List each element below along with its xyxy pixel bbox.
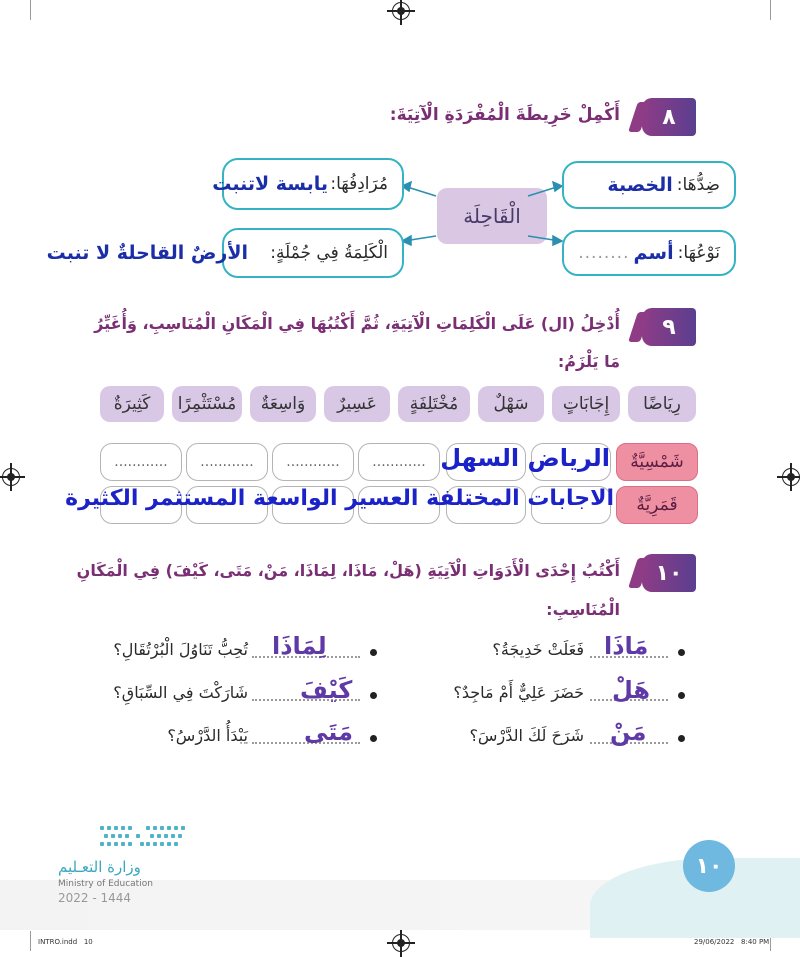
slot-dots: ............ <box>286 454 340 470</box>
word-pill <box>172 386 242 422</box>
type-box[interactable] <box>562 230 736 276</box>
sentence-box[interactable] <box>46 228 404 278</box>
answer-word: مَتَى <box>304 718 353 746</box>
word-text: إِجَابَاتٍ <box>562 394 610 414</box>
slot-dots: ............ <box>200 454 254 470</box>
bullet-icon <box>370 735 377 742</box>
sun-label-text: شَمْسِيَّةٌ <box>630 452 684 472</box>
word-pill <box>324 386 390 422</box>
moon-letters-label <box>616 486 698 524</box>
answer-word: كَيْفَ <box>300 676 353 704</box>
word-text: مُخْتَلِفَةٍ <box>409 394 459 414</box>
slot-dots: ............ <box>372 454 426 470</box>
word-text: كَثِيرَةٌ <box>113 394 151 414</box>
question-sentence: يَبْدَأُ الدَّرْسُ؟ <box>167 726 248 745</box>
question-10-instruction-line2: الْمُنَاسِبِ: <box>546 600 620 619</box>
question-number-10 <box>642 554 696 592</box>
word-text: سَهْلٌ <box>493 394 529 414</box>
answer-slot[interactable] <box>186 443 268 481</box>
edition-year: 2022 - 1444 <box>58 891 132 905</box>
print-date: 29/06/2022 8:40 PM <box>694 938 770 946</box>
moon-label-text: قَمَرِيَّةٌ <box>636 495 678 515</box>
ministry-name-en: Ministry of Education <box>58 879 153 889</box>
answer-word: مَاذَا <box>604 632 649 660</box>
question-sentence: حَضَرَ عَلِيٌّ أَمْ مَاجِدٌ؟ <box>453 683 584 702</box>
registration-mark-icon <box>392 934 410 952</box>
answer-slot[interactable] <box>272 443 354 481</box>
question-sentence: شَرَحَ لَكَ الدَّرْسَ؟ <box>469 726 584 745</box>
answer-word: هَلْ <box>612 676 651 704</box>
question-number-9 <box>642 308 696 346</box>
question-number-label: ٨ <box>662 104 676 130</box>
word-pill <box>398 386 470 422</box>
opposite-answer: الخصبة <box>607 174 673 196</box>
question-sentence: شَارَكْتَ فِي السِّبَاقِ؟ <box>113 683 248 702</box>
word-pill <box>552 386 620 422</box>
type-label: نَوْعُهَا: <box>677 243 720 263</box>
answer-word: مَنْ <box>610 718 647 746</box>
word-text: وَاسِعَةٌ <box>260 394 306 414</box>
question-9-instruction-line1: أُدْخِلُ (ال) عَلَى الْكَلِمَاتِ الْآتِيَةِ، ثُمَّ أَكْتُبُهَا فِي الْمَكَانِ الْمُنَاسِبِ، وَأُغَيِّرُ <box>94 314 620 333</box>
word-text: عَسِيرٌ <box>337 394 377 414</box>
bullet-icon <box>678 649 685 656</box>
question-number-label: ١٠ <box>655 560 683 586</box>
bullet-icon <box>678 692 685 699</box>
synonym-box[interactable] <box>212 158 404 210</box>
question-sentence: فَعَلَتْ خَدِيجَةُ؟ <box>492 640 584 659</box>
word-text: رِيَاضًا <box>643 394 681 414</box>
word-pill <box>628 386 696 422</box>
synonym-answer: يابسة لاتنبت <box>212 173 328 195</box>
bullet-icon <box>370 692 377 699</box>
page-number-badge <box>683 840 735 892</box>
question-sentence: تُحِبُّ تَنَاوُلَ الْبُرْتُقَالِ؟ <box>113 640 248 659</box>
slot-dots: ............ <box>114 454 168 470</box>
synonym-label: مُرَادِفُهَا: <box>330 174 388 194</box>
question-number-label: ٩ <box>662 314 676 340</box>
moon-handwritten-answers: الاجابات المختلفة العسير الواسعة المستثمر الكثيرة <box>65 486 614 511</box>
answer-word: لِمَاذَا <box>272 632 327 660</box>
answer-slot[interactable] <box>358 443 440 481</box>
file-slug: INTRO.indd 10 <box>38 938 93 946</box>
center-word: الْقَاحِلَة <box>463 204 521 228</box>
opposite-label: ضِدُّهَا: <box>676 175 720 195</box>
sentence-label: الْكَلِمَةُ فِي جُمْلَةٍ: <box>270 243 388 263</box>
page-number: ١٠ <box>695 853 723 879</box>
crop-mark <box>30 931 31 951</box>
sentence-answer: الأرضٌ القاحلةٌ لا تنبت <box>46 242 248 264</box>
bullet-icon <box>678 735 685 742</box>
type-dots: ........ <box>578 243 630 263</box>
bullet-icon <box>370 649 377 656</box>
word-text: مُسْتَثْمِرًا <box>177 394 237 414</box>
ministry-name-ar: وزارة التعـليم <box>58 858 141 876</box>
registration-mark-icon <box>782 468 800 486</box>
sun-letters-label <box>616 443 698 481</box>
answer-slot[interactable] <box>100 443 182 481</box>
word-pill <box>478 386 544 422</box>
question-9-instruction-line2: مَا يَلْزَمُ: <box>557 352 620 371</box>
question-8-instruction: أَكْمِلْ خَرِيطَةَ الْمُفْرَدَةِ الْآتِيَةَ: <box>389 105 620 125</box>
sun-handwritten-answers: الرياض السهل <box>440 444 610 472</box>
question-10-instruction-line1: أَكْتُبُ إِحْدَى الْأَدَوَاتِ الْآتِيَةِ (هَلْ، مَاذَا، لِمَاذَا، مَنْ، مَتَى، كَيْفَ) فِي الْمَكَانِ <box>76 561 620 580</box>
word-pill <box>100 386 164 422</box>
opposite-box[interactable] <box>562 161 736 209</box>
registration-mark-icon <box>2 468 20 486</box>
word-pill <box>250 386 316 422</box>
type-answer: أسم <box>633 242 674 264</box>
